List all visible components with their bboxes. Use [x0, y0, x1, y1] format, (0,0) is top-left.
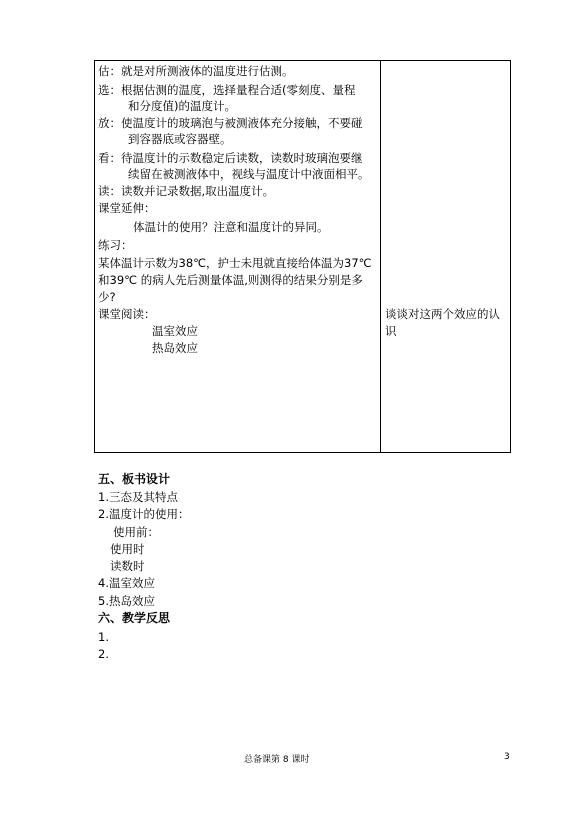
board-item-1: 1.三态及其特点 — [98, 490, 178, 504]
table-right-note-1: 谈谈对这两个效应的认 — [385, 307, 500, 321]
board-sub-before: 使用前： — [113, 525, 159, 539]
table-column-divider — [380, 60, 381, 452]
table-line-exercise-label: 练习： — [98, 238, 133, 252]
reflection-item-2: 2. — [98, 647, 109, 661]
table-line-extension-label: 课堂延伸： — [98, 201, 156, 215]
table-line-select-cont: 和分度值)的温度计。 — [128, 99, 236, 113]
board-item-2: 2.温度计的使用： — [98, 507, 190, 521]
section-6-heading: 六、教学反思 — [98, 611, 171, 625]
table-line-place: 放：使温度计的玻璃泡与被测液体充分接触，不要碰 — [98, 116, 363, 130]
table-line-read-check-cont: 续留在被测液体中，视线与温度计中液面相平。 — [128, 167, 370, 181]
footer-page-number: 3 — [504, 752, 510, 762]
table-line-heat-island: 热岛效应 — [152, 341, 198, 355]
table-right-note-2: 识 — [385, 324, 397, 338]
table-line-exercise-3: 少? — [98, 290, 116, 304]
board-item-5: 5.热岛效应 — [98, 594, 155, 608]
table-line-estimate: 估：就是对所测液体的温度进行估测。 — [98, 64, 294, 78]
table-line-extension-text: 体温计的使用？注意和温度计的异同。 — [133, 220, 329, 234]
table-line-select: 选：根据估测的温度，选择量程合适(零刻度、量程 — [98, 83, 356, 97]
board-sub-during: 使用时 — [110, 542, 145, 556]
reflection-item-1: 1. — [98, 630, 109, 644]
table-line-record: 读：读数并记录数据,取出温度计。 — [98, 184, 275, 198]
board-item-4: 4.温室效应 — [98, 576, 155, 590]
table-line-reading-label: 课堂阅读： — [98, 307, 156, 321]
table-line-exercise-2: 和39℃ 的病人先后测量体温,则测得的结果分别是多 — [98, 273, 363, 287]
footer-lesson-count: 总备课第 8 课时 — [244, 755, 310, 765]
table-line-place-cont: 到容器底或容器壁。 — [128, 132, 232, 146]
table-line-read-check: 看：待温度计的示数稳定后读数，读数时玻璃泡要继 — [98, 151, 363, 165]
table-line-greenhouse: 温室效应 — [152, 324, 198, 338]
table-line-exercise-1: 某体温计示数为38℃，护士未甩就直接给体温为37℃ — [98, 256, 372, 270]
board-sub-reading: 读数时 — [110, 559, 145, 573]
section-5-heading: 五、板书设计 — [98, 472, 171, 486]
